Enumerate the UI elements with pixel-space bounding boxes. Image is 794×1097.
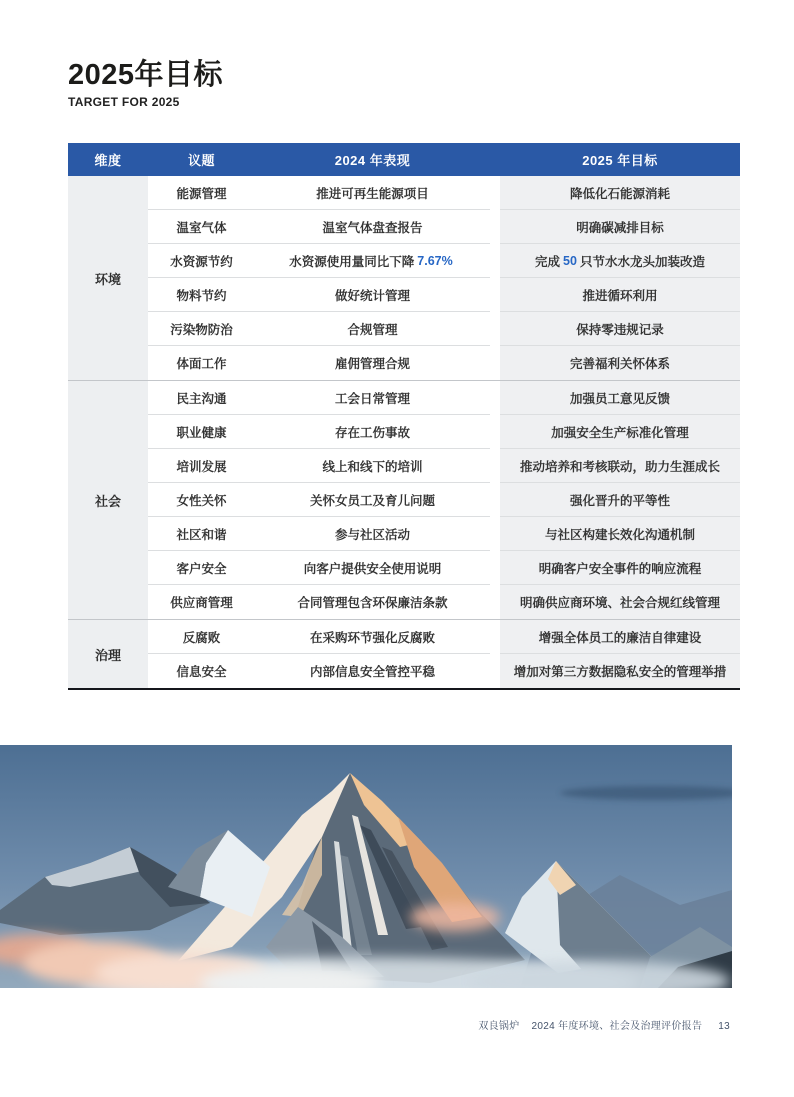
target-cell: 加强员工意见反馈 (500, 381, 740, 415)
topic-cell: 物料节约 (148, 278, 255, 312)
performance-cell: 做好统计管理 (255, 278, 490, 312)
mountain-photo (0, 745, 732, 988)
performance-cell: 推进可再生能源项目 (255, 176, 490, 210)
header-performance-2024: 2024 年表现 (334, 153, 411, 168)
topic-cell: 职业健康 (148, 415, 255, 449)
target-cell: 明确客户安全事件的响应流程 (500, 551, 740, 585)
target-cell: 明确供应商环境、社会合规红线管理 (500, 585, 740, 619)
topic-cell: 社区和谐 (148, 517, 255, 551)
table-header-row (68, 143, 740, 176)
page-heading (68, 60, 223, 109)
target-cell: 保持零违规记录 (500, 312, 740, 346)
target-cell: 完成 50 只节水水龙头加装改造 (500, 244, 740, 278)
esg-target-table (68, 143, 740, 690)
dimension-cell: 社会 (68, 381, 148, 619)
target-cell: 加强安全生产标准化管理 (500, 415, 740, 449)
target-cell: 明确碳减排目标 (500, 210, 740, 244)
target-cell: 降低化石能源消耗 (500, 176, 740, 210)
target-cell: 强化晋升的平等性 (500, 483, 740, 517)
performance-cell: 温室气体盘查报告 (255, 210, 490, 244)
performance-cell: 关怀女员工及育儿问题 (255, 483, 490, 517)
mountain-photo-graphic (0, 745, 732, 988)
table-group-社会 (68, 380, 740, 619)
performance-cell: 合同管理包含环保廉洁条款 (297, 596, 448, 610)
target-cell: 与社区构建长效化沟通机制 (500, 517, 740, 551)
performance-cell: 工会日常管理 (255, 381, 490, 415)
page-subtitle: TARGET FOR 2025 (68, 94, 180, 109)
topic-cell: 客户安全 (148, 551, 255, 585)
performance-cell: 参与社区活动 (255, 517, 490, 551)
table-group-环境 (68, 176, 740, 380)
topic-cell: 信息安全 (176, 665, 227, 679)
performance-cell: 在采购环节强化反腐败 (255, 620, 490, 654)
target-cell: 推进循环利用 (500, 278, 740, 312)
target-cell: 增强全体员工的廉洁自律建设 (500, 620, 740, 654)
header-dimension: 维度 (94, 153, 122, 168)
topic-cell: 反腐败 (148, 620, 255, 654)
footer-company: 双良锅炉 (478, 1021, 520, 1032)
topic-cell: 污染物防治 (148, 312, 255, 346)
topic-cell: 温室气体 (148, 210, 255, 244)
highlight-value: 50 (563, 253, 577, 268)
topic-cell: 民主沟通 (148, 381, 255, 415)
footer-report-title: 2024 年度环境、社会及治理评价报告 (531, 1021, 703, 1032)
header-target-2025: 2025 年目标 (582, 153, 658, 168)
topic-cell: 培训发展 (148, 449, 255, 483)
page-title: 2025年目标 (68, 59, 224, 91)
page-footer (478, 1017, 730, 1032)
table-group-治理 (68, 619, 740, 688)
performance-cell: 雇佣管理合规 (334, 357, 410, 371)
topic-cell: 供应商管理 (170, 596, 233, 610)
topic-cell: 女性关怀 (148, 483, 255, 517)
target-cell: 完善福利关怀体系 (500, 346, 740, 380)
performance-cell: 线上和线下的培训 (255, 449, 490, 483)
topic-cell: 水资源节约 (148, 244, 255, 278)
performance-cell: 水资源使用量同比下降 7.67% (255, 244, 490, 278)
target-cell: 增加对第三方数据隐私安全的管理举措 (500, 654, 740, 688)
highlight-value: 7.67% (417, 253, 453, 268)
topic-cell: 能源管理 (148, 176, 255, 210)
table-body (68, 176, 740, 690)
header-topic: 议题 (187, 153, 215, 168)
dimension-cell: 环境 (68, 176, 148, 380)
performance-cell: 合规管理 (255, 312, 490, 346)
footer-page-number: 13 (718, 1021, 730, 1032)
performance-cell: 内部信息安全管控平稳 (309, 665, 435, 679)
dimension-cell: 治理 (68, 620, 148, 688)
topic-cell: 体面工作 (176, 357, 227, 371)
performance-cell: 向客户提供安全使用说明 (255, 551, 490, 585)
performance-cell: 存在工伤事故 (255, 415, 490, 449)
target-cell: 推动培养和考核联动，助力生涯成长 (500, 449, 740, 483)
